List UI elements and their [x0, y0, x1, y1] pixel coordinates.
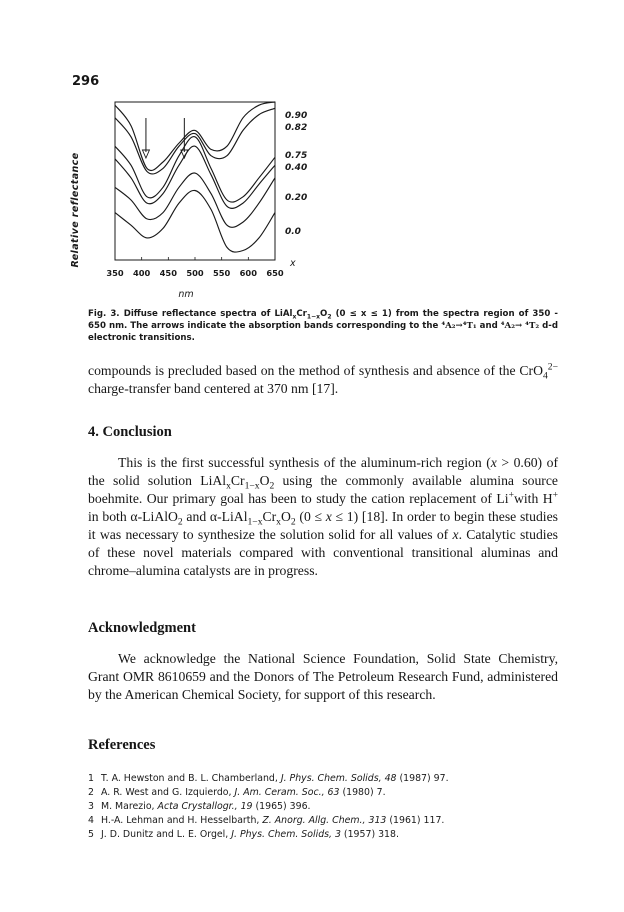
series-label: 0.75: [285, 151, 308, 161]
reference-item: 4 H.-A. Lehman and H. Hesselbarth, Z. Anorg. Allg. Chem., 313 (1961) 117.: [88, 815, 445, 826]
y-axis-title: Relative reflectance: [70, 152, 81, 268]
series-label: 0.40: [285, 163, 308, 173]
reflectance-figure: [60, 90, 320, 300]
series-label: 0.0: [285, 227, 301, 237]
conclusion-heading: 4. Conclusion: [88, 424, 172, 440]
series-line-0.82: [115, 108, 275, 174]
x-tick-labels: [106, 268, 284, 278]
x-variable-label: x: [290, 258, 296, 269]
x-tick-label: 650: [266, 268, 284, 278]
x-tick-label: 350: [106, 268, 124, 278]
series-label: 0.20: [285, 193, 308, 203]
plot-frame: [115, 102, 275, 260]
figure-caption: Fig. 3. Diffuse reflectance spectra of $LiAl_xCr_{1-x}O_2$ (0 ≤ x ≤ 1) from the spectra region of 350 - 650 nm. The arrows indicate the absorption bands corresponding to the ⁴A₂→⁴T₁ and ⁴A₂→ ⁴T₂ d-d electronic transitions.: [88, 309, 558, 343]
reference-item: 5 J. D. Dunitz and L. E. Orgel, J. Phys. Chem. Solids, 3 (1957) 318.: [88, 829, 399, 840]
series-label: 0.82: [285, 123, 308, 133]
caption-label: Fig. 3.: [88, 309, 120, 319]
x-axis-title: nm: [178, 289, 194, 300]
reference-item: 2 A. R. West and G. Izquierdo, J. Am. Ceram. Soc., 63 (1980) 7.: [88, 787, 386, 798]
references-heading: References: [88, 737, 156, 753]
x-tick-label: 550: [213, 268, 231, 278]
series-label: 0.90: [285, 111, 308, 121]
x-tick-label: 400: [133, 268, 151, 278]
page-number: 296: [72, 74, 100, 89]
plot-area: [115, 102, 307, 260]
reference-item: 1 T. A. Hewston and B. L. Chamberland, J. Phys. Chem. Solids, 48 (1987) 97.: [88, 773, 449, 784]
references-list: [88, 772, 558, 842]
x-tick-label: 500: [186, 268, 204, 278]
acknowledgment-paragraph: We acknowledge the National Science Foundation, Solid State Chemistry, Grant OMR 8610659 and the Donors of The Petroleum Research Fund, administered by the American Chemical Society, for support of this research.: [88, 651, 558, 702]
reference-item: 3 M. Marezio, Acta Crystallogr., 19 (1965) 396.: [88, 801, 311, 812]
continued-paragraph: compounds is precluded based on the method of synthesis and absence of the CrO$_4^{2-}$ charge-transfer band centered at 370 nm [17].: [88, 361, 558, 396]
x-tick-label: 600: [239, 268, 257, 278]
acknowledgment-heading: Acknowledgment: [88, 620, 196, 636]
series-line-0.20: [115, 173, 275, 227]
series-line-0.0: [115, 190, 275, 252]
conclusion-paragraph: This is the first successful synthesis of the aluminum-rich region (x > 0.60) of the solid solution $LiAl_xCr_{1-x}O_2$ using the commonly available alumina source boehmite. Our primary goal has been to study the cation replacement of Li+with H+ in both α-LiAlO$_2$ and $\alpha-LiAl_{1-x}Cr_xO_2$ (0 ≤ x ≤ 1) [18]. In order to begin these studies it was necessary to synthesize the solution solid for all values of x. Catalytic studies of these novel materials compared with conventional transitional aluminas and chrome–alumina catalysts are in progress.: [88, 455, 559, 578]
x-tick-label: 450: [159, 268, 177, 278]
